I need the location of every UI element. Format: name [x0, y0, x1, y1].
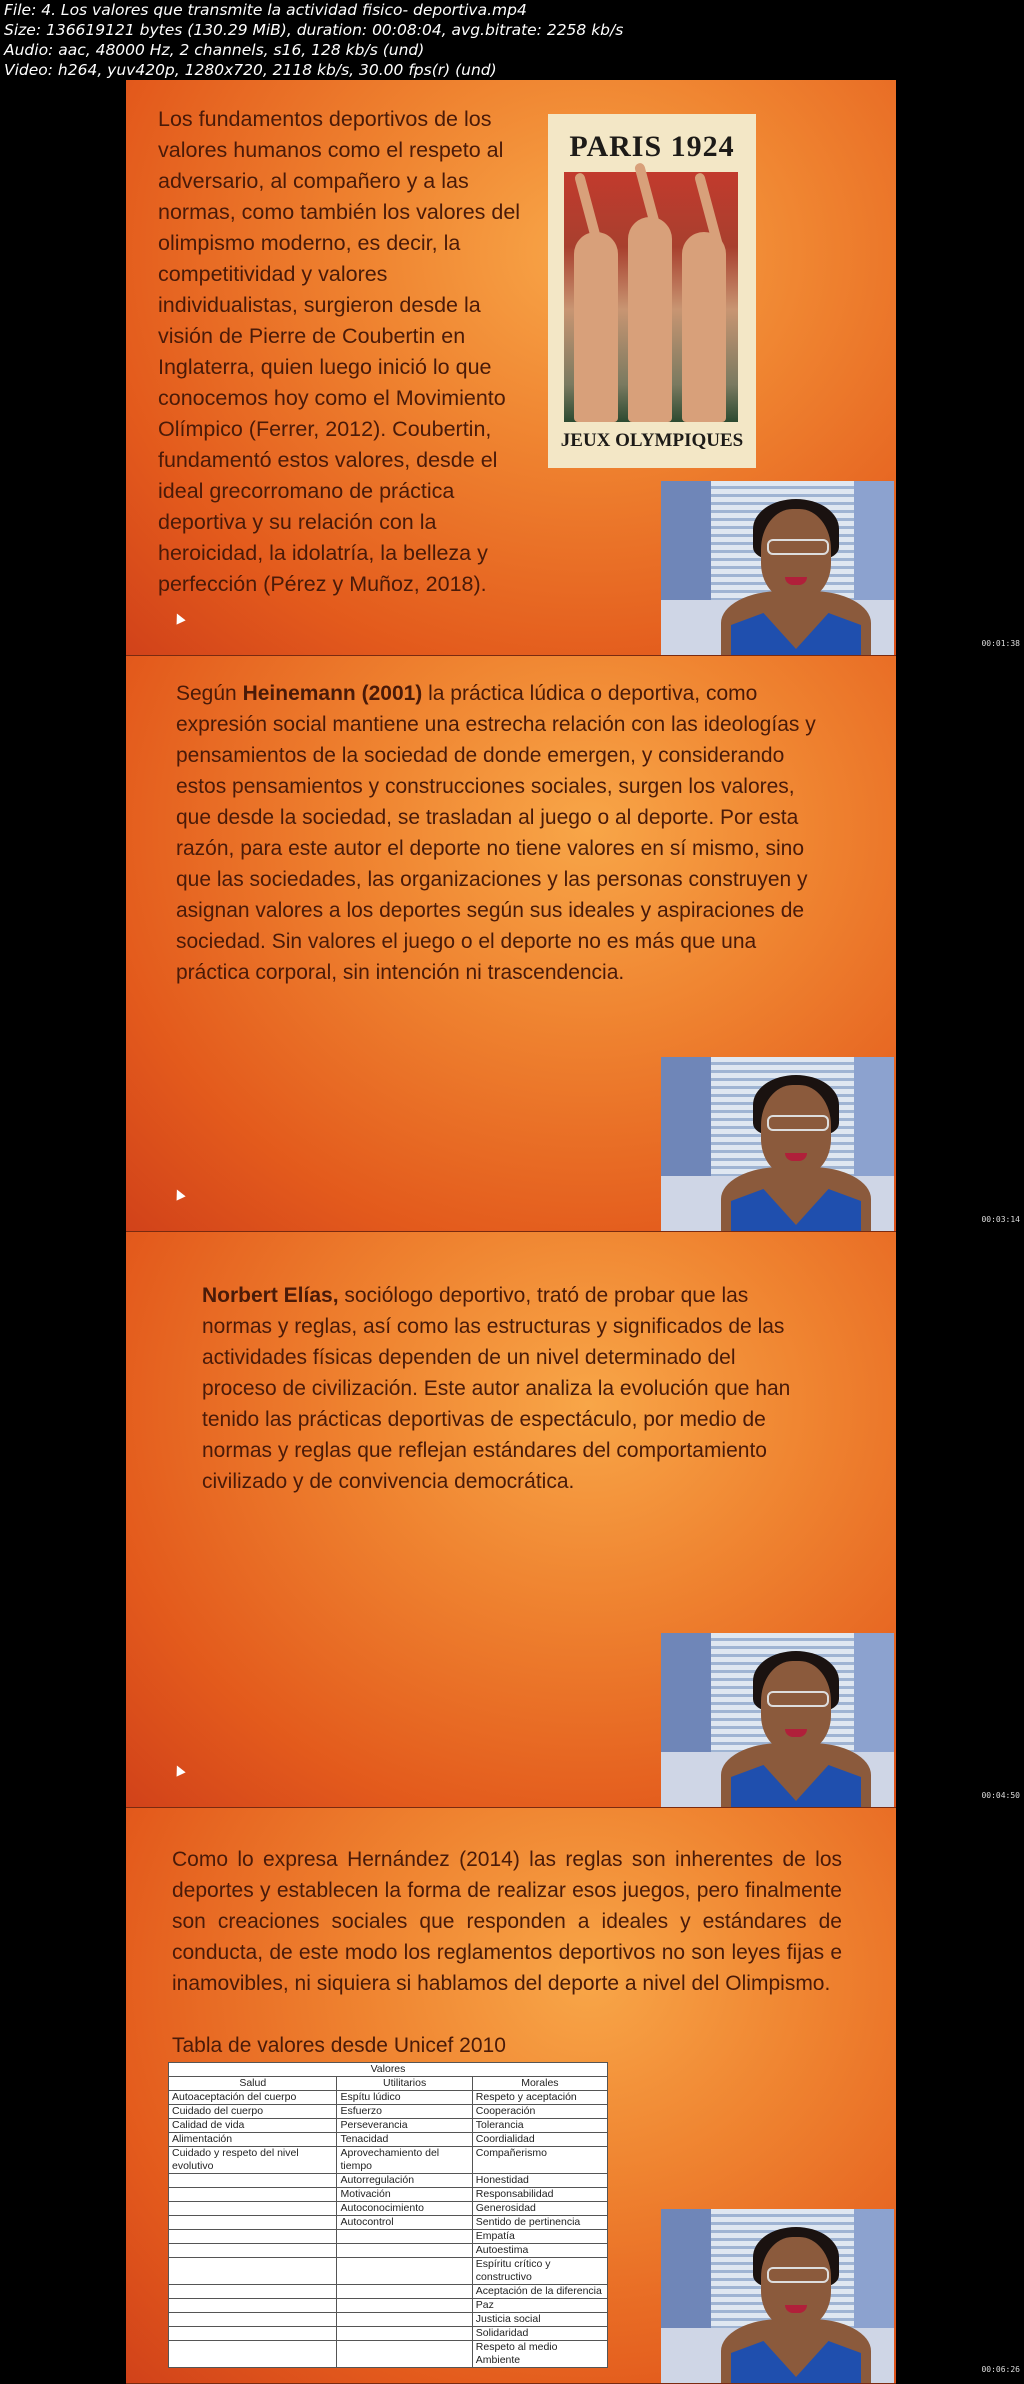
video-frame-4 [126, 1808, 896, 2384]
timestamp-4: 00:06:26 [981, 2365, 1020, 2374]
table-cell: Espíritu crítico y constructivo [472, 2258, 607, 2285]
table-cell: Respeto al medio Ambiente [472, 2341, 607, 2368]
cursor-icon [172, 1763, 185, 1776]
table-cell: Coordialidad [472, 2133, 607, 2147]
table-cell: Autoestima [472, 2244, 607, 2258]
table-cell: Perseverancia [337, 2119, 472, 2133]
table-cell [337, 2285, 472, 2299]
table-row [169, 2285, 608, 2299]
table-caption: Tabla de valores desde Unicef 2010 [172, 2034, 506, 2057]
table-cell: Empatía [472, 2230, 607, 2244]
table-cell: Esfuerzo [337, 2105, 472, 2119]
table-cell: Cooperación [472, 2105, 607, 2119]
table-row [169, 2341, 608, 2368]
poster-title: PARIS 1924 [569, 130, 735, 163]
table-header: Morales [472, 2077, 607, 2091]
video-frame-2 [126, 656, 896, 1232]
table-header: Salud [169, 2077, 337, 2091]
table-cell: Motivación [337, 2188, 472, 2202]
table-row [169, 2119, 608, 2133]
slide-text: Los fundamentos deportivos de los valores humanos como el respeto al adversario, al compañero y a las normas, como también los valores del olimpismo moderno, es decir, la competitividad y valores individualistas, surgieron desde la visión de Pierre de Coubertin en Inglaterra, quien luego inició lo que conocemos hoy como el Movimiento Olímpico (Ferrer, 2012). Coubertin, fundamentó estos valores, desde el ideal grecorromano de práctica deportiva y su relación con la heroicidad, la idolatría, la belleza y perfección (Pérez y Muñoz, 2018). [158, 107, 521, 596]
table-cell: Generosidad [472, 2202, 607, 2216]
table-cell: Autoconocimiento [337, 2202, 472, 2216]
table-cell: Calidad de vida [169, 2119, 337, 2133]
table-row [169, 2230, 608, 2244]
table-cell [169, 2188, 337, 2202]
table-cell: Tolerancia [472, 2119, 607, 2133]
olympic-poster-image [548, 114, 756, 468]
size-line: Size: 136619121 bytes (130.29 MiB), duration: 00:08:04, avg.bitrate: 2258 kb/s [4, 21, 624, 39]
table-cell: Autoaceptación del cuerpo [169, 2091, 337, 2105]
table-row [169, 2105, 608, 2119]
audio-line: Audio: aac, 48000 Hz, 2 channels, s16, 128 kb/s (und) [4, 41, 425, 59]
table-cell [169, 2230, 337, 2244]
webcam-overlay [661, 2209, 894, 2383]
table-cell [337, 2313, 472, 2327]
table-cell: Paz [472, 2299, 607, 2313]
table-cell: Honestidad [472, 2174, 607, 2188]
table-row [169, 2313, 608, 2327]
table-row [169, 2091, 608, 2105]
table-cell: Aprovechamiento del tiempo [337, 2147, 472, 2174]
table-row [169, 2258, 608, 2285]
table-cell [337, 2299, 472, 2313]
poster-footer: JEUX OLYMPIQUES [560, 430, 744, 451]
table-row [169, 2188, 608, 2202]
table-cell: Alimentación [169, 2133, 337, 2147]
slide-text: Norbert Elías, sociólogo deportivo, trató de probar que las normas y reglas, así como las estructuras y significados de las actividades físicas dependen de un nivel determinado del proceso de civilización. Este autor analiza la evolución que han tenido las prácticas deportivas de espectáculo, por medio de normas y reglas que reflejan estándares del comportamiento civilizado y de convivencia democrática. [202, 1284, 791, 1493]
table-cell: Tenacidad [337, 2133, 472, 2147]
table-row [169, 2147, 608, 2174]
table-row [169, 2327, 608, 2341]
table-row [169, 2244, 608, 2258]
file-line: File: 4. Los valores que transmite la actividad fisico- deportiva.mp4 [4, 1, 527, 19]
table-cell: Autocontrol [337, 2216, 472, 2230]
table-cell: Sentido de pertinencia [472, 2216, 607, 2230]
author-name: Heinemann (2001) [242, 682, 423, 705]
video-metadata [4, 0, 1004, 80]
video-frame-3 [126, 1232, 896, 1808]
table-cell [337, 2327, 472, 2341]
author-name: Norbert Elías, [202, 1284, 339, 1307]
table-cell: Espítu lúdico [337, 2091, 472, 2105]
table-row [169, 2174, 608, 2188]
table-row [169, 2299, 608, 2313]
table-cell [337, 2258, 472, 2285]
table-cell: Aceptación de la diferencia [472, 2285, 607, 2299]
table-cell [169, 2285, 337, 2299]
table-cell [169, 2327, 337, 2341]
video-frame-1 [126, 80, 896, 656]
cursor-icon [172, 611, 185, 624]
table-cell [337, 2230, 472, 2244]
table-cell: Respeto y aceptación [472, 2091, 607, 2105]
cursor-icon [172, 1187, 185, 1200]
table-cell: Solidaridad [472, 2327, 607, 2341]
table-cell: Cuidado y respeto del nivel evolutivo [169, 2147, 337, 2174]
values-table [168, 2062, 608, 2368]
table-cell [169, 2258, 337, 2285]
table-cell [169, 2216, 337, 2230]
timestamp-2: 00:03:14 [981, 1215, 1020, 1224]
table-header: Utilitarios [337, 2077, 472, 2091]
table-row [169, 2133, 608, 2147]
table-cell [169, 2299, 337, 2313]
table-cell [169, 2244, 337, 2258]
table-cell [337, 2341, 472, 2368]
webcam-overlay [661, 481, 894, 655]
webcam-overlay [661, 1633, 894, 1807]
webcam-overlay [661, 1057, 894, 1231]
timestamp-1: 00:01:38 [981, 639, 1020, 648]
table-cell: Responsabilidad [472, 2188, 607, 2202]
table-cell [169, 2202, 337, 2216]
table-cell [337, 2244, 472, 2258]
table-cell: Autorregulación [337, 2174, 472, 2188]
slide-text: Según Heinemann (2001) la práctica lúdica o deportiva, como expresión social mantiene una estrecha relación con las ideologías y pensamientos de la sociedad de donde emergen, y considerando estos pensamientos y construcciones sociales, surgen los valores, que desde la sociedad, se trasladan al juego o al deporte. Por esta razón, para este autor el deporte no tiene valores en sí mismo, sino que las sociedades, las organizaciones y las personas construyen y asignan valores a los deportes según sus ideales y aspiraciones de sociedad. Sin valores el juego o el deporte no es más que una práctica corporal, sin intención ni trascendencia. [176, 682, 816, 984]
table-cell: Cuidado del cuerpo [169, 2105, 337, 2119]
table-cell: Justicia social [472, 2313, 607, 2327]
table-cell: Compañerismo [472, 2147, 607, 2174]
table-title: Valores [169, 2063, 608, 2077]
table-cell [169, 2174, 337, 2188]
timestamp-3: 00:04:50 [981, 1791, 1020, 1800]
table-cell [169, 2341, 337, 2368]
slide-text: Como lo expresa Hernández (2014) las reglas son inherentes de los deportes y establecen la forma de realizar esos juegos, pero finalmente son creaciones sociales que responden a ideales y estándares de conducta, de este modo los reglamentos deportivos no son leyes fijas e inamovibles, ni siquiera si hablamos del deporte a nivel del Olimpismo. [172, 1848, 842, 1995]
table-cell [169, 2313, 337, 2327]
table-row [169, 2216, 608, 2230]
table-row [169, 2202, 608, 2216]
table-body [169, 2091, 608, 2368]
video-line: Video: h264, yuv420p, 1280x720, 2118 kb/s, 30.00 fps(r) (und) [4, 61, 497, 79]
